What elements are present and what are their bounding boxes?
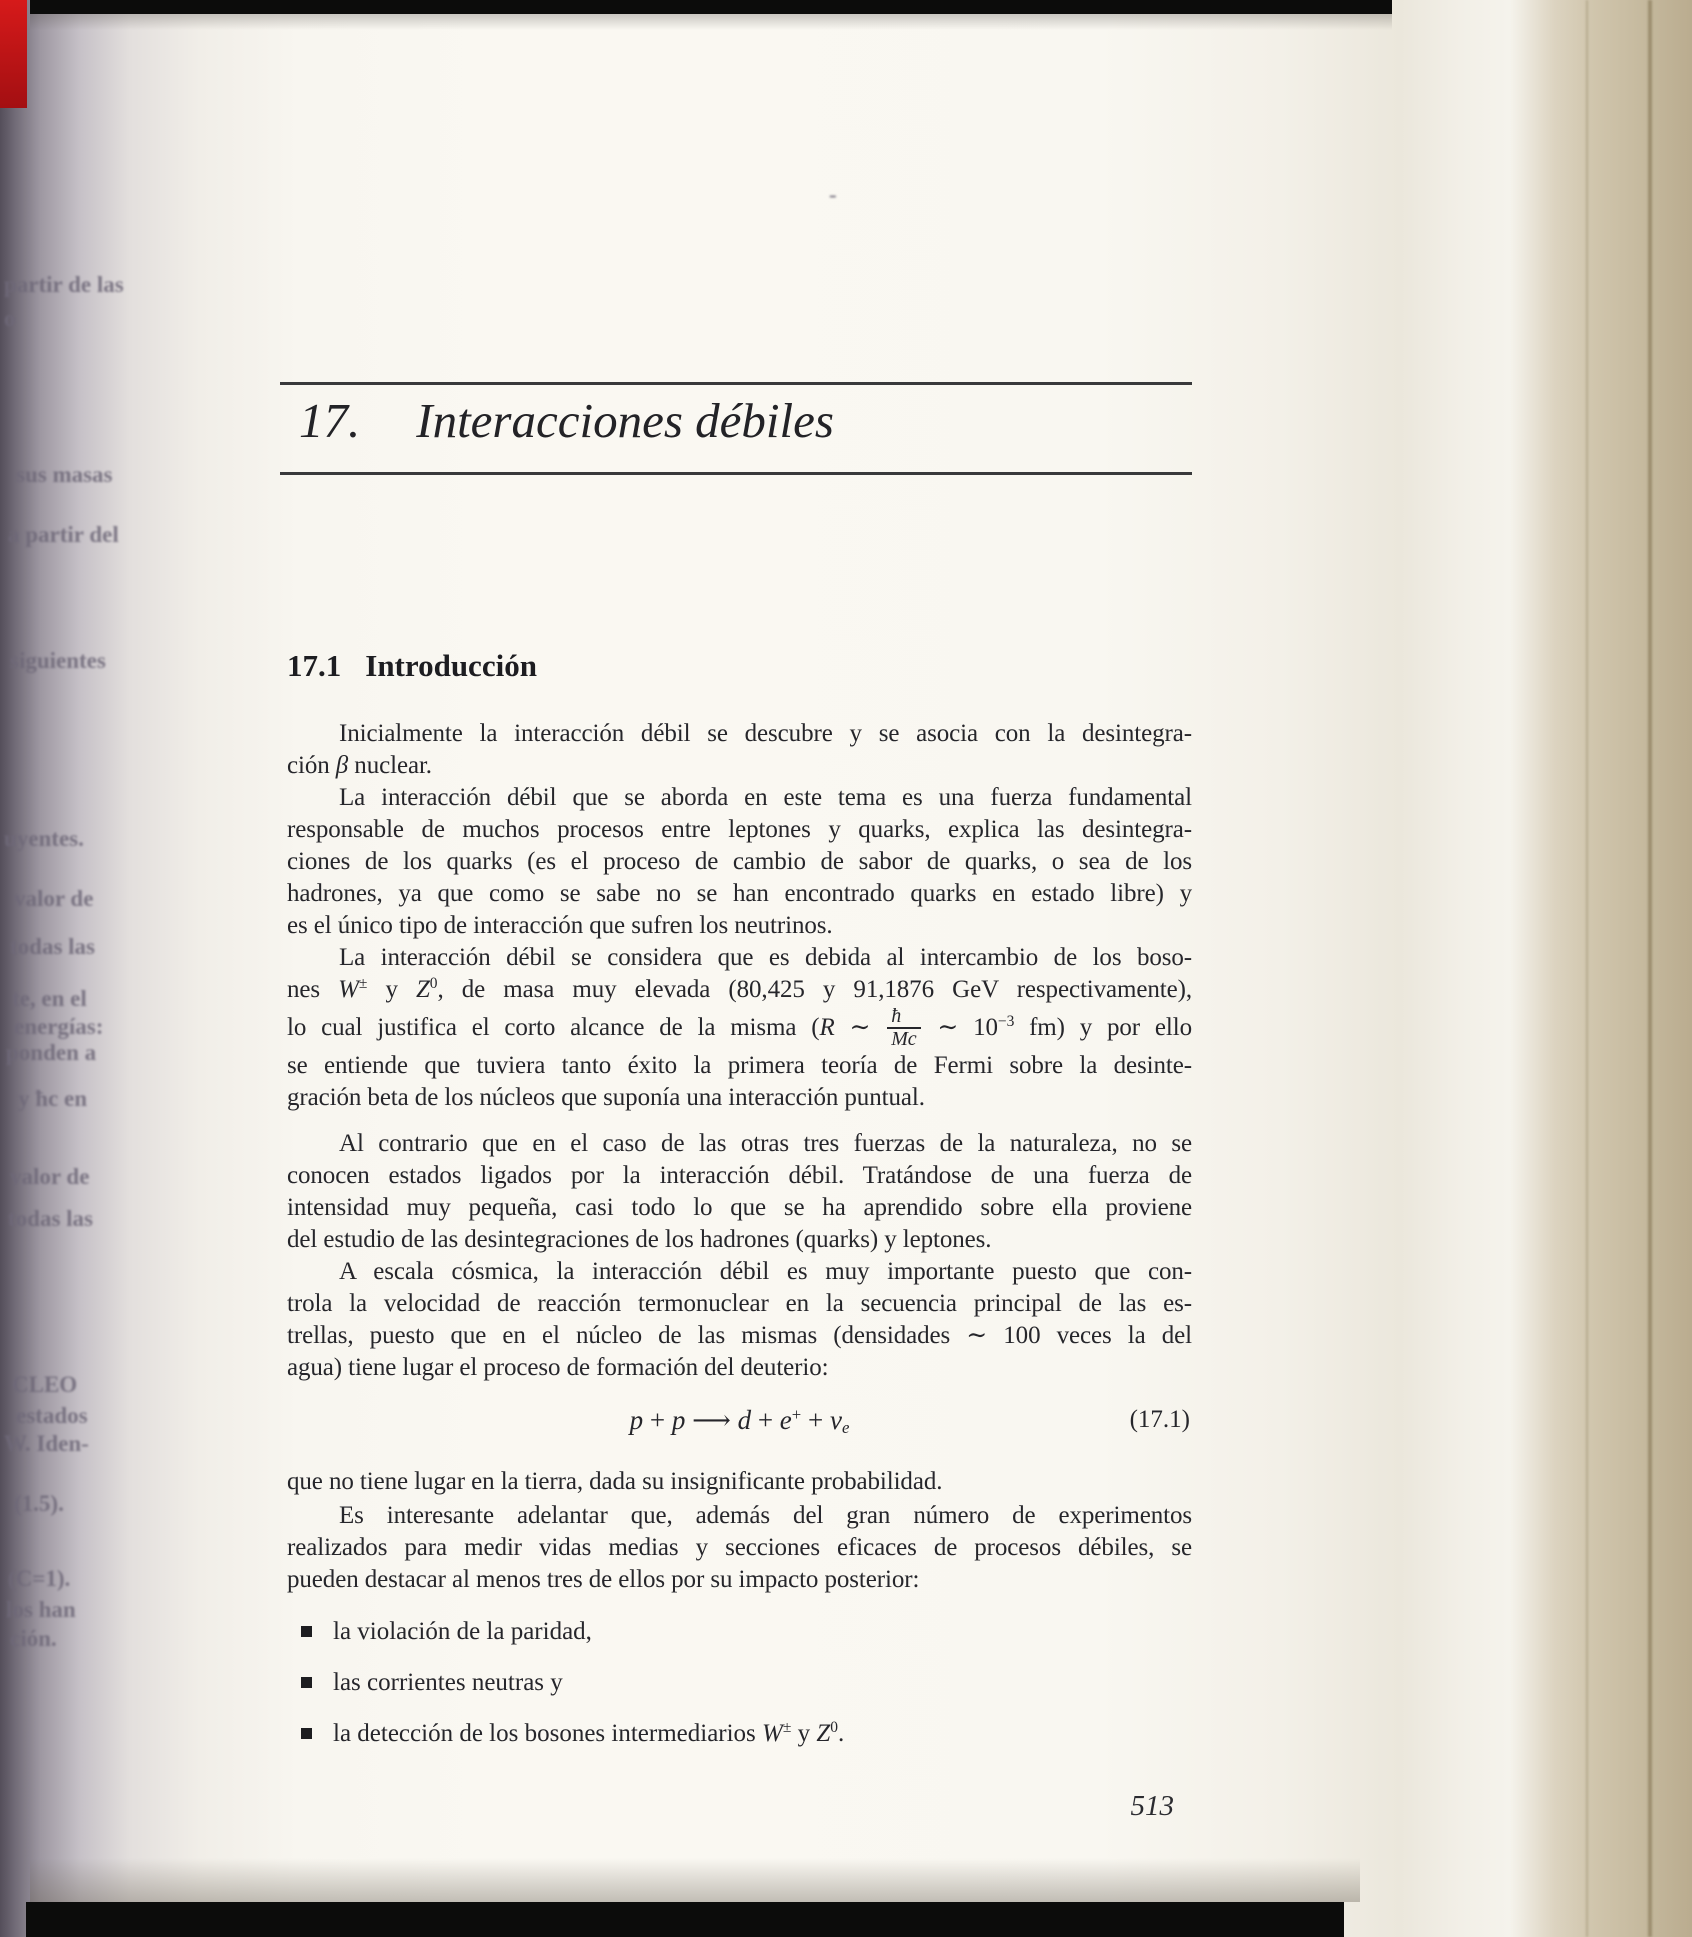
page-number: 513 bbox=[1130, 1790, 1174, 1822]
paragraph bbox=[287, 1128, 1192, 1256]
text-line: trellas, puesto que en el núcleo de las mismas (densidades ∼ 100 veces la del bbox=[287, 1322, 1192, 1349]
bleedthrough-text-fragment: - bbox=[829, 182, 837, 207]
text-line: A escala cósmica, la interacción débil es muy importante puesto que con- bbox=[339, 1258, 1192, 1285]
text-line: del estudio de las desintegraciones de los hadrones (quarks) y leptones. bbox=[287, 1226, 992, 1253]
text-line: ción β nuclear. bbox=[287, 752, 432, 779]
text-line: intensidad muy pequeña, casi todo lo que se ha aprendido sobre ella proviene bbox=[287, 1194, 1192, 1221]
chapter-number: 17. bbox=[299, 393, 361, 448]
chapter-rule-bottom bbox=[280, 472, 1192, 475]
text-line: conocen estados ligados por la interacción débil. Tratándose de una fuerza de bbox=[287, 1162, 1192, 1189]
equation-body: p + p ⟶ $d + e^+ + \nu_e$ bbox=[629, 1404, 850, 1438]
text-line: ciones de los quarks (es el proceso de cambio de sabor de quarks, o sea de los bbox=[287, 848, 1192, 875]
text-line: nes W± y $Z^0$, de masa muy elevada (80,425 y 91,1876 GeV respectivamente), bbox=[287, 975, 1192, 1003]
page-content bbox=[287, 0, 1192, 1937]
paragraph bbox=[287, 782, 1192, 942]
bleedthrough-text-fragment: W. Iden- bbox=[4, 1431, 89, 1456]
bullet-list bbox=[287, 1616, 1192, 1769]
bleedthrough-text-fragment: todas las bbox=[8, 1206, 93, 1231]
chapter-rule-top bbox=[280, 382, 1192, 385]
bleedthrough-text-fragment: energías: bbox=[14, 1014, 104, 1039]
equation bbox=[287, 1398, 1192, 1458]
section-number: 17.1 bbox=[287, 648, 342, 683]
bleedthrough-text-fragment: a partir del bbox=[8, 522, 119, 547]
chapter-heading bbox=[299, 392, 834, 449]
text-line: gración beta de los núcleos que suponía una interacción puntual. bbox=[287, 1084, 925, 1111]
bullet-square-marker bbox=[301, 1728, 312, 1739]
text-line: Al contrario que en el caso de las otras tres fuerzas de la naturaleza, no se bbox=[339, 1130, 1192, 1157]
bullet-text: la violación de la paridad, bbox=[333, 1618, 592, 1645]
text-line: se entiende que tuviera tanto éxito la primera teoría de Fermi sobre la desinte- bbox=[287, 1052, 1192, 1079]
bleedthrough-text-fragment: siguientes bbox=[10, 648, 106, 673]
fore-edge-crease bbox=[1586, 0, 1588, 1937]
text-line: Es interesante adelantar que, además del gran número de experimentos bbox=[339, 1502, 1192, 1529]
bleedthrough-text-fragment: CLEO bbox=[12, 1372, 78, 1397]
bleedthrough-text-fragment: valor de bbox=[14, 886, 94, 911]
text-line: Inicialmente la interacción débil se descubre y se asocia con la desintegra- bbox=[339, 720, 1192, 747]
bleedthrough-text-fragment: estados bbox=[16, 1403, 88, 1428]
bleedthrough-text-fragment: sus masas bbox=[16, 462, 113, 487]
paragraph bbox=[287, 718, 1192, 782]
bleedthrough-text-fragment: o bbox=[4, 306, 16, 331]
bleedthrough-text-fragment: (C=1). bbox=[8, 1566, 71, 1591]
text-line: lo cual justifica el corto alcance de la misma (R ∼ $\frac{ħ}{Mc}$ ∼ $10^{-3}$ fm) y por ello bbox=[287, 1005, 1192, 1050]
paragraph bbox=[287, 942, 1192, 1114]
bleedthrough-text-fragment: todas las bbox=[10, 934, 95, 959]
fore-edge-line bbox=[1648, 0, 1652, 1937]
equation-number: (17.1) bbox=[1129, 1406, 1190, 1433]
paragraph bbox=[287, 1256, 1192, 1384]
fraction: $\frac{ħ}{Mc}$ bbox=[887, 1006, 920, 1050]
bullet-square-marker bbox=[301, 1626, 312, 1637]
text-line: que no tiene lugar en la tierra, dada su insignificante probabilidad. bbox=[287, 1468, 943, 1495]
bleedthrough-text-fragment: (1.5). bbox=[14, 1491, 64, 1516]
bleedthrough-text-fragment: ponden a bbox=[6, 1040, 97, 1065]
text-line: hadrones, ya que como se sabe no se han encontrado quarks en estado libre) y bbox=[287, 880, 1192, 907]
text-line: La interacción débil que se aborda en este tema es una fuerza fundamental bbox=[339, 784, 1192, 811]
bleedthrough-text-fragment: ción. bbox=[10, 1626, 57, 1651]
section-heading bbox=[287, 648, 537, 684]
text-line: trola la velocidad de reacción termonuclear en la secuencia principal de las es- bbox=[287, 1290, 1192, 1317]
bullet-square-marker bbox=[301, 1677, 312, 1688]
bleedthrough-text-fragment: partir de las bbox=[4, 272, 124, 297]
bleedthrough-text-fragment: te, en el bbox=[12, 986, 87, 1011]
paragraph bbox=[287, 1466, 1192, 1498]
bullet-text: las corrientes neutras y bbox=[333, 1669, 563, 1696]
bleedthrough-text-fragment: valor de bbox=[10, 1164, 90, 1189]
text-line: responsable de muchos procesos entre leptones y quarks, explica las desintegra- bbox=[287, 816, 1192, 843]
paragraph bbox=[287, 1500, 1192, 1596]
bleedthrough-text-fragment: y ħc en bbox=[18, 1086, 87, 1111]
bullet-item bbox=[287, 1718, 1192, 1750]
bleedthrough-text-fragment: los han bbox=[6, 1597, 76, 1622]
text-line: realizados para medir vidas medias y secciones eficaces de procesos débiles, se bbox=[287, 1534, 1192, 1561]
text-line: agua) tiene lugar el proceso de formación del deuterio: bbox=[287, 1354, 829, 1381]
chapter-title: Interacciones débiles bbox=[416, 393, 834, 448]
text-line: La interacción débil se considera que es debida al intercambio de los boso- bbox=[339, 944, 1192, 971]
text-line: pueden destacar al menos tres de ellos por su impacto posterior: bbox=[287, 1566, 920, 1593]
red-binding-sliver bbox=[0, 0, 27, 108]
bullet-text: la detección de los bosones intermediarios W± y $Z^0$. bbox=[333, 1719, 845, 1747]
text-line: es el único tipo de interacción que sufren los neutrinos. bbox=[287, 912, 833, 939]
bullet-item bbox=[287, 1667, 1192, 1699]
section-title: Introducción bbox=[365, 648, 537, 683]
bullet-item bbox=[287, 1616, 1192, 1648]
bleedthrough-text-fragment: uyentes. bbox=[4, 826, 84, 851]
